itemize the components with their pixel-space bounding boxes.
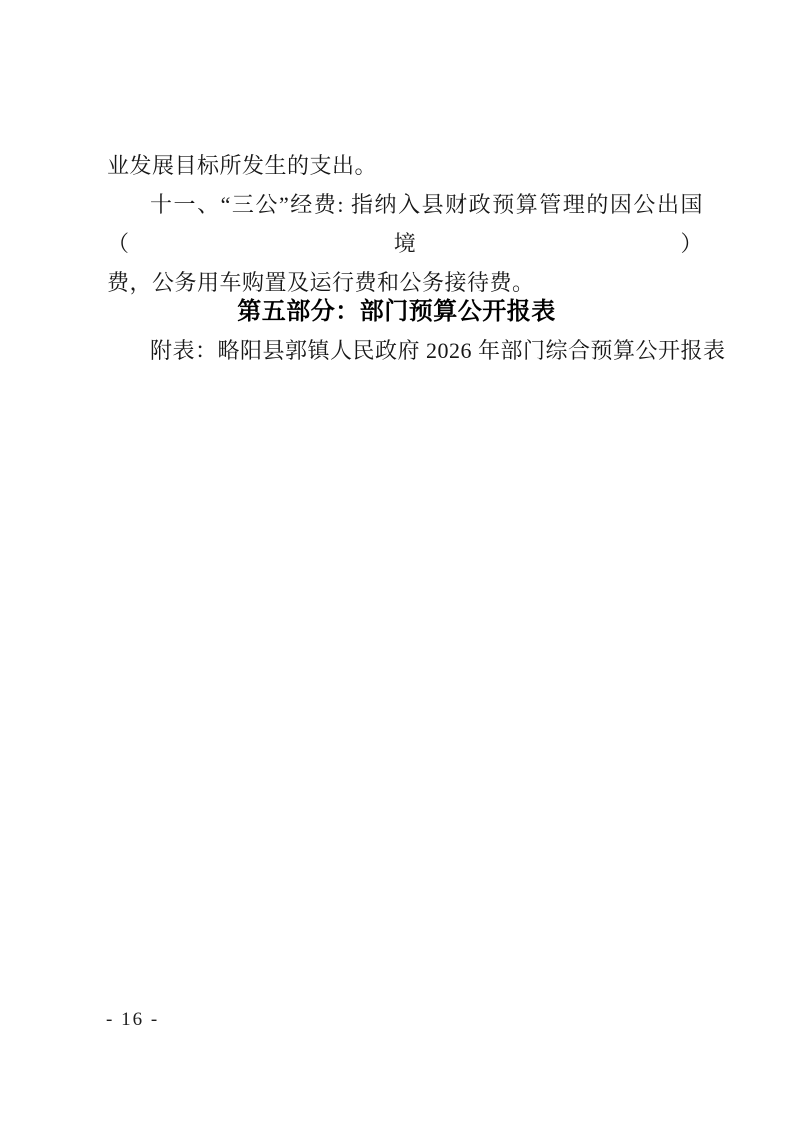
- body-line-wrap: 费，公务用车购置及运行费和公务接待费。: [107, 270, 535, 295]
- appendix-note: 附表：略阳县郭镇人民政府 2026 年部门综合预算公开报表: [150, 338, 726, 363]
- page-number: - 16 -: [106, 1009, 160, 1030]
- body-line-continuation: 业发展目标所发生的支出。: [107, 153, 378, 178]
- body-line-item-eleven: 十一、“三公”经费: 指纳入县财政预算管理的因公出国（境）: [107, 192, 703, 256]
- paragraph-block: [107, 146, 703, 302]
- section-heading: 第五部分：部门预算公开报表: [237, 299, 556, 325]
